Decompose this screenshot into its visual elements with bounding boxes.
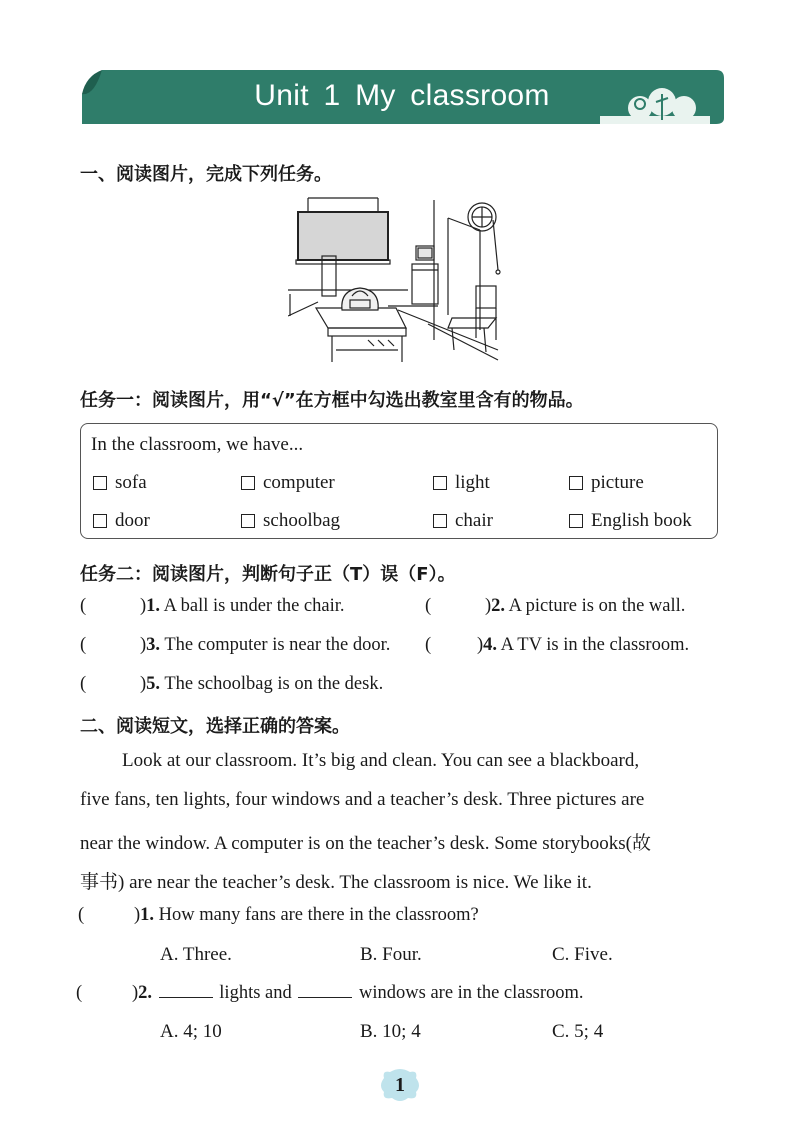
option-door[interactable]: door <box>93 510 150 532</box>
passage-line: 事书) are near the teacher’s desk. The classroom is nice. We like it. <box>80 872 592 893</box>
option-picture[interactable]: picture <box>569 472 644 494</box>
passage-line: Look at our classroom. It’s big and clean. You can see a blackboard, <box>122 750 640 771</box>
question-1: ( )1. How many fans are there in the classroom? <box>78 905 479 925</box>
passage-line: near the window. A computer is on the teacher’s desk. Some storybooks(故 <box>80 833 651 854</box>
tf-item: ( )3. The computer is near the door. <box>80 635 391 655</box>
task2-heading: 任务二：阅读图片，判断句子正（T）误（F）。 <box>80 564 456 585</box>
fill-blank[interactable] <box>159 983 213 998</box>
checkbox-icon[interactable] <box>433 476 447 490</box>
q2-choice-b[interactable]: B. 10; 4 <box>360 1021 421 1042</box>
question-2: ( )2. lights and windows are in the classroom. <box>76 983 584 1003</box>
option-light[interactable]: light <box>433 472 490 494</box>
option-computer[interactable]: computer <box>241 472 335 494</box>
answer-paren-open[interactable]: ( <box>80 674 87 694</box>
q1-choice-b[interactable]: B. Four. <box>360 944 422 965</box>
answer-paren-open[interactable]: ( <box>425 596 432 616</box>
answer-paren-open[interactable]: ( <box>425 635 432 655</box>
answer-paren-open[interactable]: ( <box>78 905 85 925</box>
section2-heading: 二、阅读短文，选择正确的答案。 <box>80 716 350 737</box>
tf-item: ( )4. A TV is in the classroom. <box>425 635 690 655</box>
checkbox-icon[interactable] <box>241 514 255 528</box>
checkbox-icon[interactable] <box>93 514 107 528</box>
answer-paren-open[interactable]: ( <box>80 635 87 655</box>
checkbox-icon[interactable] <box>241 476 255 490</box>
q1-choice-a[interactable]: A. Three. <box>160 944 232 965</box>
fill-blank[interactable] <box>298 983 352 998</box>
checkbox-icon[interactable] <box>569 514 583 528</box>
tf-item: ( )1. A ball is under the chair. <box>80 596 345 616</box>
unit-banner <box>80 68 724 124</box>
passage-line: five fans, ten lights, four windows and a teacher’s desk. Three pictures are <box>80 789 645 810</box>
q2-choice-c[interactable]: C. 5; 4 <box>552 1021 604 1042</box>
checkbox-icon[interactable] <box>433 514 447 528</box>
option-english-book[interactable]: English book <box>569 510 692 532</box>
tf-item: ( )2. A picture is on the wall. <box>425 596 686 616</box>
q2-choice-a[interactable]: A. 4; 10 <box>160 1021 222 1042</box>
option-chair[interactable]: chair <box>433 510 493 532</box>
checkbox-icon[interactable] <box>569 476 583 490</box>
unit-title: Unit 1 My classroom <box>254 79 550 112</box>
option-sofa[interactable]: sofa <box>93 472 147 494</box>
answer-paren-open[interactable]: ( <box>80 596 87 616</box>
checkbox-icon[interactable] <box>93 476 107 490</box>
section1-heading: 一、阅读图片，完成下列任务。 <box>80 164 332 185</box>
tf-item: ( )5. The schoolbag is on the desk. <box>80 674 384 694</box>
answer-paren-open[interactable]: ( <box>76 983 83 1003</box>
classroom-illustration <box>288 190 518 368</box>
task1-heading: 任务一：阅读图片，用“√”在方框中勾选出教室里含有的物品。 <box>80 390 584 411</box>
page-number: 1 <box>395 1074 405 1096</box>
vocab-box <box>80 423 718 539</box>
vocab-intro: In the classroom, we have... <box>91 434 304 455</box>
option-schoolbag[interactable]: schoolbag <box>241 510 340 532</box>
q1-choice-c[interactable]: C. Five. <box>552 944 613 965</box>
